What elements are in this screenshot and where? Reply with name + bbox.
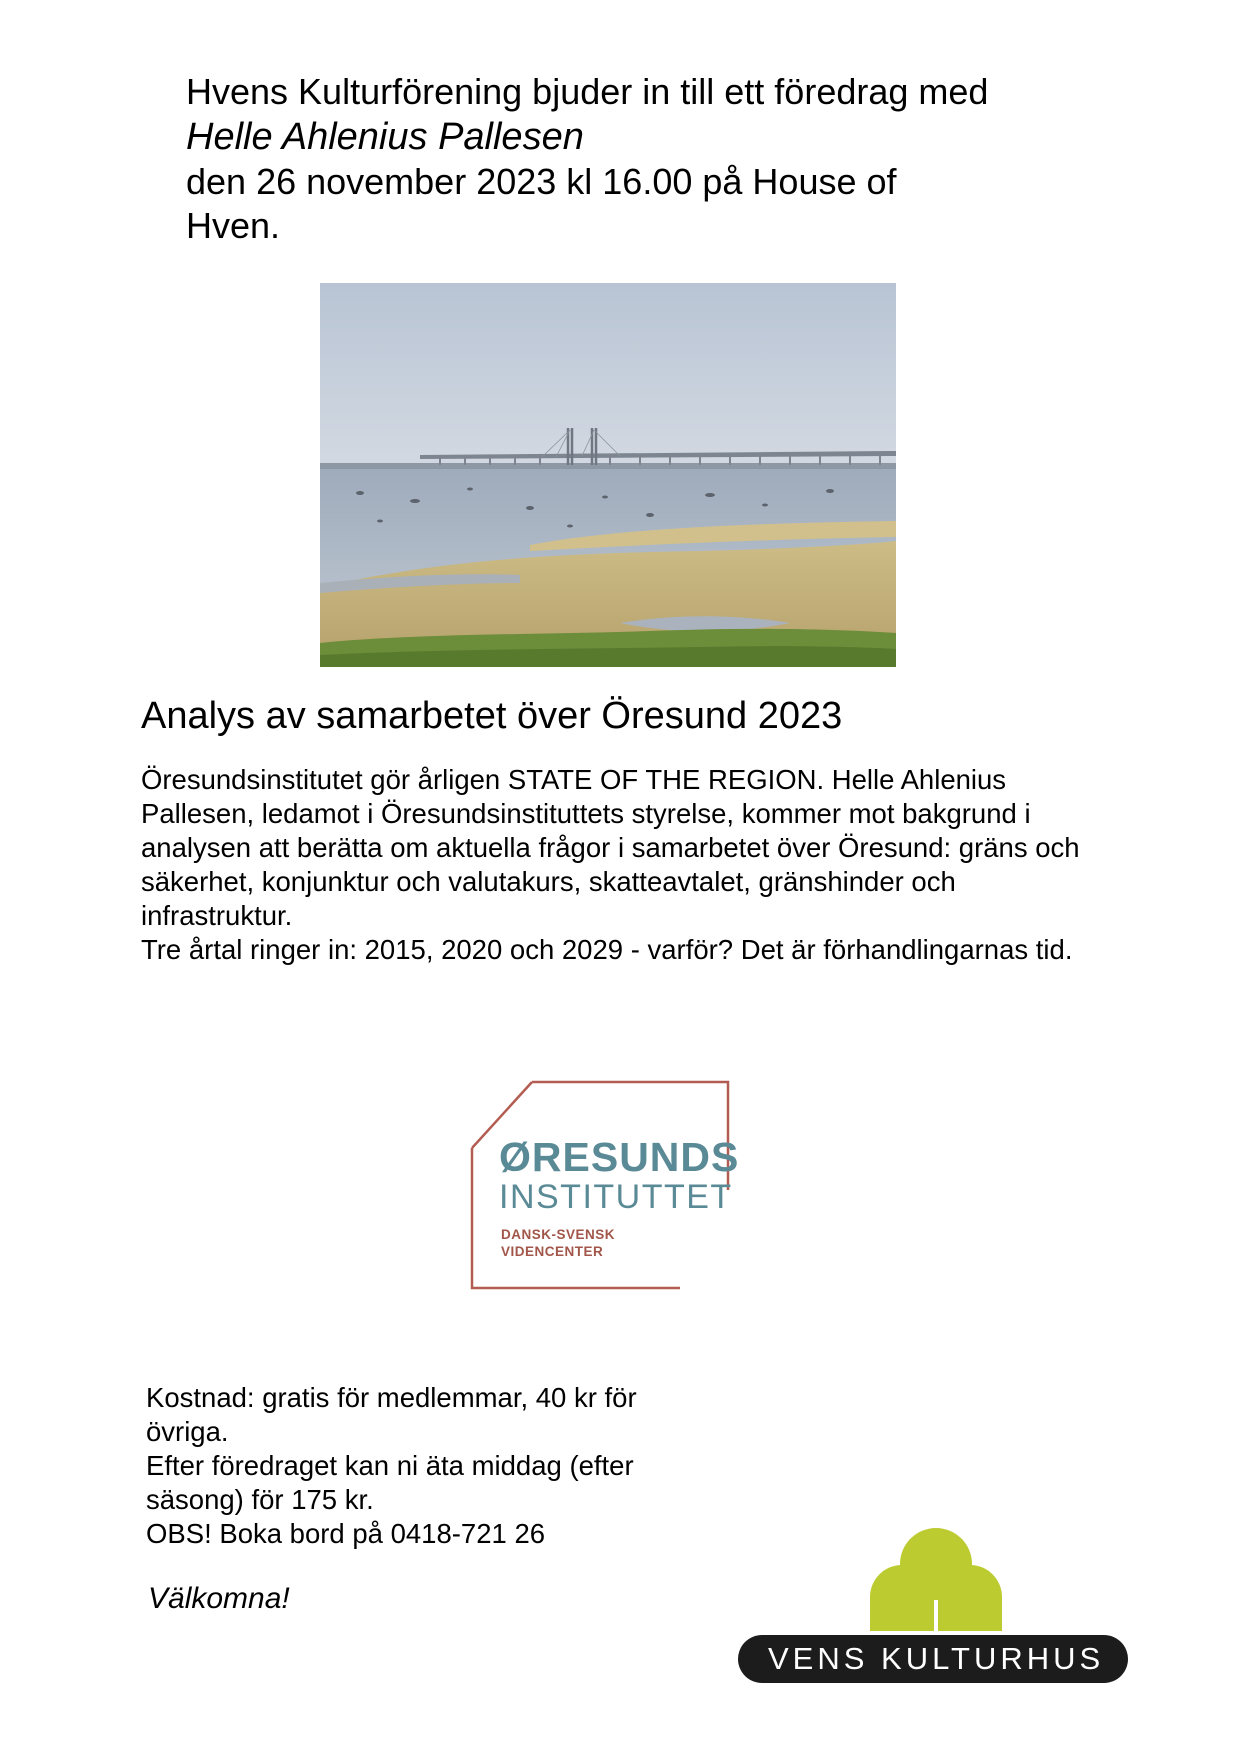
intro-line: Hvens Kulturförening bjuder in till ett föredrag med xyxy=(186,71,989,112)
oresund-bridge-photo xyxy=(320,283,896,667)
event-date-line: den 26 november 2023 kl 16.00 på House of xyxy=(186,161,897,202)
logo-text: ØRESUNDS xyxy=(499,1134,740,1180)
cost-line: övriga. xyxy=(146,1416,229,1447)
logo-text: INSTITUTTET xyxy=(499,1178,733,1216)
logo-text: VENS KULTURHUS xyxy=(768,1641,1105,1676)
speaker-name: Helle Ahlenius Pallesen xyxy=(186,116,584,158)
logo-subtext: VIDENCENTER xyxy=(501,1244,604,1259)
invitation-intro xyxy=(186,70,1086,248)
booking-line: OBS! Boka bord på 0418-721 26 xyxy=(146,1518,546,1549)
cost-info xyxy=(146,1381,706,1551)
event-venue-line: Hven. xyxy=(186,205,281,246)
vens-kulturhus-logo xyxy=(736,1525,1136,1690)
description-paragraph: Öresundsinstitutet gör årligen STATE OF THE REGION. Helle Ahlenius Pallesen, ledamot i Öresundsinstituttets styrelse, kommer mot bakgrund i analysen att berätta om aktuella frågor i samarbetet över Öresund: gräns och säkerhet, konjunktur och valutakurs, skatteavtalet, gränshinder och infrastruktur. xyxy=(141,764,1080,931)
description xyxy=(141,763,1101,967)
page-heading: Analys av samarbetet över Öresund 2023 xyxy=(141,695,843,737)
logo-subtext: DANSK-SVENSK xyxy=(501,1227,616,1242)
cost-line: Kostnad: gratis för medlemmar, 40 kr för xyxy=(146,1382,637,1413)
dinner-line: säsong) för 175 kr. xyxy=(146,1484,374,1515)
welcome-text: Välkomna! xyxy=(148,1582,290,1615)
oresundsinstituttet-logo xyxy=(470,1080,740,1290)
dinner-line: Efter föredraget kan ni äta middag (efter xyxy=(146,1450,634,1481)
description-paragraph: Tre årtal ringer in: 2015, 2020 och 2029 - varför? Det är förhandlingarnas tid. xyxy=(141,934,1073,965)
